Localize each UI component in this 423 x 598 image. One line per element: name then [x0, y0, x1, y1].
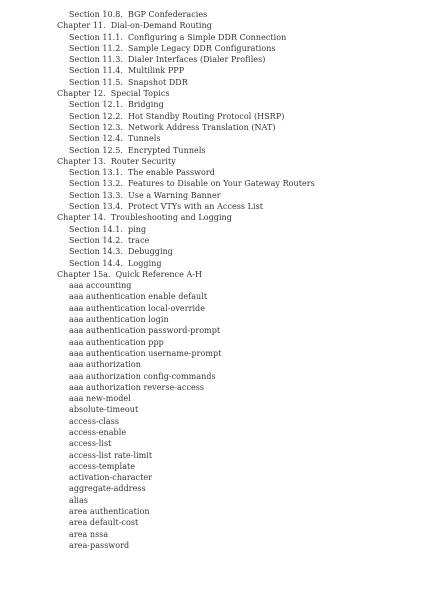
toc-number: Chapter 13.: [57, 156, 106, 166]
toc-entry[interactable]: [0, 382, 423, 393]
toc-section[interactable]: [0, 133, 423, 144]
toc-title: Protect VTYs with an Access List: [128, 202, 264, 212]
toc-title: access-list: [69, 439, 112, 449]
toc-section[interactable]: [0, 190, 423, 201]
toc-entry[interactable]: [0, 359, 423, 370]
toc-title: Encrypted Tunnels: [128, 145, 206, 155]
toc-entry[interactable]: [0, 450, 423, 461]
toc-title: Configuring a Simple DDR Connection: [128, 32, 287, 42]
toc-number: Chapter 14.: [57, 213, 106, 223]
toc-entry[interactable]: [0, 416, 423, 427]
toc-title: Bridging: [128, 100, 164, 110]
toc-chapter[interactable]: [0, 156, 423, 167]
toc-title: area default-cost: [69, 518, 139, 528]
toc-title: Special Topics: [110, 89, 170, 99]
toc-title: Multilink PPP: [128, 66, 185, 76]
toc-number: Section 12.2.: [69, 111, 123, 121]
toc-number: Section 14.3.: [69, 247, 123, 257]
toc-entry[interactable]: [0, 427, 423, 438]
toc-number: Section 10.8.: [69, 10, 123, 19]
toc-section[interactable]: [0, 145, 423, 156]
toc-chapter[interactable]: [0, 20, 423, 31]
toc-section[interactable]: [0, 167, 423, 178]
toc-title: BGP Confederacies: [128, 10, 208, 19]
toc-section[interactable]: [0, 122, 423, 133]
toc-section[interactable]: [0, 43, 423, 54]
toc-title: Snapshot DDR: [128, 77, 188, 87]
toc-section[interactable]: [0, 77, 423, 88]
toc-entry[interactable]: [0, 461, 423, 472]
toc-title: aaa accounting: [69, 281, 132, 291]
toc-title: access-template: [69, 461, 136, 471]
toc-title: Debugging: [128, 247, 173, 257]
table-of-contents: [0, 9, 423, 551]
toc-title: Dialer Interfaces (Dialer Profiles): [128, 55, 266, 65]
toc-entry[interactable]: [0, 438, 423, 449]
toc-number: Section 13.3.: [69, 190, 123, 200]
toc-entry[interactable]: [0, 325, 423, 336]
toc-number: Section 14.1.: [69, 224, 123, 234]
toc-title: aggregate-address: [69, 484, 146, 494]
toc-title: Sample Legacy DDR Configurations: [128, 43, 276, 53]
toc-number: Section 14.2.: [69, 235, 123, 245]
toc-title: aaa new-model: [69, 394, 131, 404]
toc-number: Section 11.2.: [69, 43, 123, 53]
toc-entry[interactable]: [0, 495, 423, 506]
toc-section[interactable]: [0, 246, 423, 257]
toc-title: Features to Disable on Your Gateway Routers: [128, 179, 315, 189]
toc-number: Section 12.3.: [69, 122, 123, 132]
toc-title: Dial-on-Demand Routing: [110, 21, 212, 31]
toc-entry[interactable]: [0, 540, 423, 551]
toc-number: Section 12.5.: [69, 145, 123, 155]
toc-title: Logging: [128, 258, 162, 268]
toc-title: aaa authorization config-commands: [69, 371, 216, 381]
toc-entry[interactable]: [0, 393, 423, 404]
toc-number: Section 12.4.: [69, 134, 123, 144]
toc-number: Section 13.2.: [69, 179, 123, 189]
toc-entry[interactable]: [0, 337, 423, 348]
toc-title: access-enable: [69, 427, 127, 437]
toc-number: Chapter 12.: [57, 89, 106, 99]
toc-section[interactable]: [0, 224, 423, 235]
toc-number: Chapter 11.: [57, 21, 106, 31]
toc-number: Section 11.3.: [69, 55, 123, 65]
toc-title: area-password: [69, 540, 130, 550]
toc-title: aaa authorization: [69, 360, 141, 370]
toc-entry[interactable]: [0, 517, 423, 528]
toc-title: aaa authentication local-override: [69, 303, 206, 313]
toc-title: access-class: [69, 416, 119, 426]
toc-number: Section 12.1.: [69, 100, 123, 110]
toc-entry[interactable]: [0, 280, 423, 291]
toc-section[interactable]: [0, 178, 423, 189]
toc-number: Section 11.4.: [69, 66, 123, 76]
toc-entry[interactable]: [0, 472, 423, 483]
toc-entry[interactable]: [0, 348, 423, 359]
toc-title: Tunnels: [128, 134, 161, 144]
toc-section[interactable]: [0, 111, 423, 122]
toc-section[interactable]: [0, 201, 423, 212]
toc-number: Section 13.4.: [69, 202, 123, 212]
toc-entry[interactable]: [0, 483, 423, 494]
toc-section[interactable]: [0, 54, 423, 65]
toc-number: Section 13.1.: [69, 168, 123, 178]
toc-title: trace: [128, 235, 150, 245]
toc-chapter[interactable]: [0, 212, 423, 223]
toc-number: Section 11.1.: [69, 32, 123, 42]
toc-chapter[interactable]: [0, 269, 423, 280]
toc-title: alias: [69, 495, 89, 505]
toc-title: activation-character: [69, 473, 153, 483]
toc-title: The enable Password: [128, 168, 215, 178]
toc-title: aaa authentication username-prompt: [69, 348, 222, 358]
toc-entry[interactable]: [0, 371, 423, 382]
toc-entry[interactable]: [0, 404, 423, 415]
toc-section[interactable]: [0, 258, 423, 269]
toc-section[interactable]: [0, 65, 423, 76]
toc-title: Router Security: [110, 156, 176, 166]
toc-title: Hot Standby Routing Protocol (HSRP): [128, 111, 285, 121]
toc-title: absolute-timeout: [69, 405, 139, 415]
toc-entry[interactable]: [0, 314, 423, 325]
toc-title: area nssa: [69, 529, 109, 539]
toc-title: aaa authentication enable default: [69, 292, 208, 302]
toc-title: access-list rate-limit: [69, 450, 153, 460]
toc-title: aaa authentication password-prompt: [69, 326, 221, 336]
toc-title: aaa authorization reverse-access: [69, 382, 205, 392]
toc-section[interactable]: [0, 32, 423, 43]
toc-chapter[interactable]: [0, 88, 423, 99]
toc-title: aaa authentication login: [69, 315, 169, 325]
toc-title: Use a Warning Banner: [128, 190, 221, 200]
toc-title: area authentication: [69, 507, 150, 517]
toc-entry[interactable]: [0, 506, 423, 517]
toc-title: Troubleshooting and Logging: [110, 213, 232, 223]
toc-title: Quick Reference A-H: [115, 269, 203, 279]
toc-title: aaa authentication ppp: [69, 337, 164, 347]
toc-entry[interactable]: [0, 529, 423, 540]
toc-section[interactable]: [0, 235, 423, 246]
toc-title: ping: [128, 224, 147, 234]
toc-entry[interactable]: [0, 303, 423, 314]
toc-section[interactable]: [0, 9, 423, 20]
toc-entry[interactable]: [0, 291, 423, 302]
toc-title: Network Address Translation (NAT): [128, 122, 276, 132]
toc-number: Section 11.5.: [69, 77, 123, 87]
toc-number: Section 14.4.: [69, 258, 123, 268]
toc-section[interactable]: [0, 99, 423, 110]
toc-number: Chapter 15a.: [57, 269, 111, 279]
